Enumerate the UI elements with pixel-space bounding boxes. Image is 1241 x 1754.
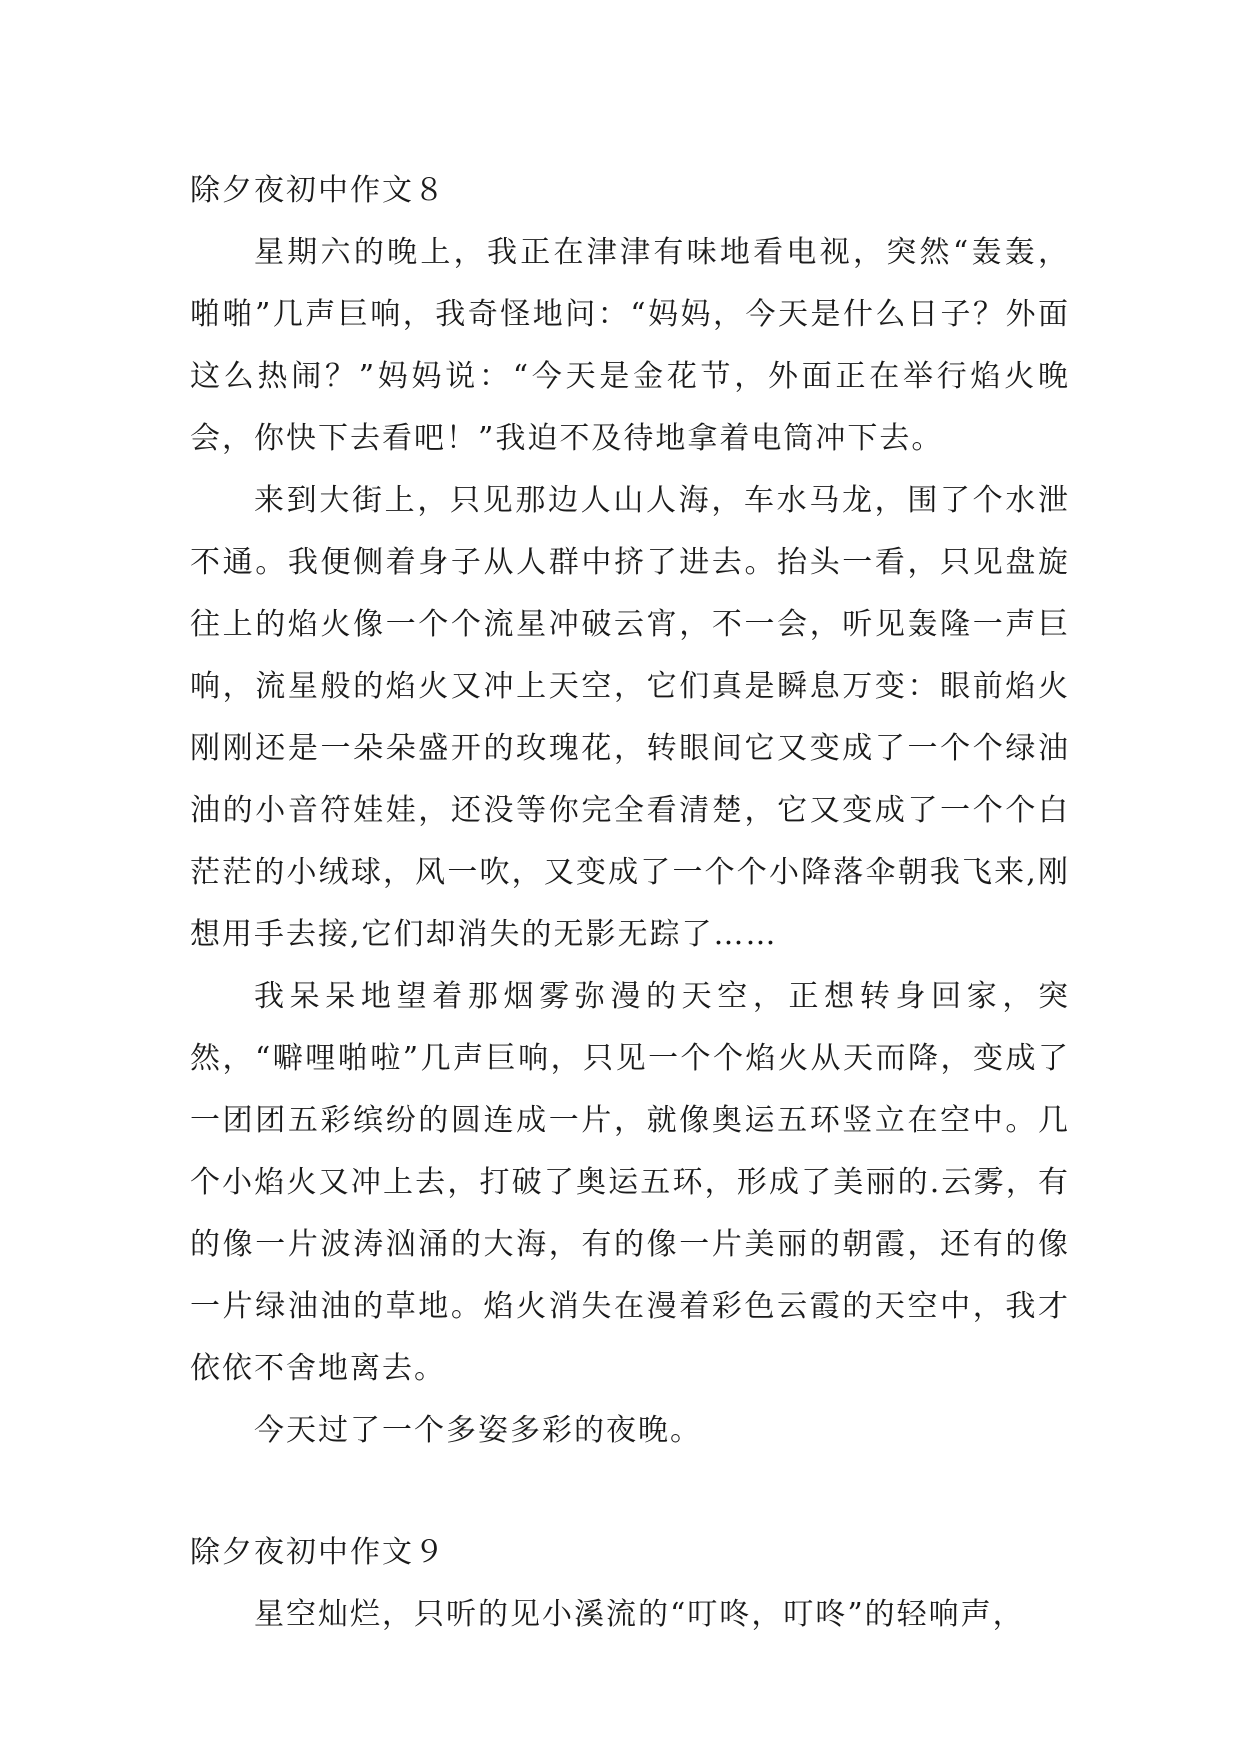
section-spacer	[190, 1462, 1070, 1522]
section-title-8: 除夕夜初中作文８	[190, 173, 446, 208]
paragraph: 来到大街上，只见那边人山人海，车水马龙，围了个水泄不通。我便侧着身子从人群中挤了进去。抬头一看，只见盘旋往上的焰火像一个个流星冲破云宵，不一会，听见轰隆一声巨响，流星般的焰火又冲上天空，它们真是瞬息万变：眼前焰火刚刚还是一朵朵盛开的玫瑰花，转眼间它又变成了一个个绿油油的小音符娃娃，还没等你完全看清楚，它又变成了一个个白茫茫的小绒球，风一吹，又变成了一个个小降落伞朝我飞来,刚想用手去接,它们却消失的无影无踪了……	[190, 483, 1070, 952]
paragraph: 我呆呆地望着那烟雾弥漫的天空，正想转身回家，突然，“噼哩啪啦”几声巨响，只见一个个焰火从天而降，变成了一团团五彩缤纷的圆连成一片，就像奥运五环竖立在空中。几个小焰火又冲上去，打破了奥运五环，形成了美丽的.云雾，有的像一片波涛汹涌的大海，有的像一片美丽的朝霞，还有的像一片绿油油的草地。焰火消失在漫着彩色云霞的天空中，我才依依不舍地离去。	[190, 979, 1070, 1386]
paragraph: 星空灿烂，只听的见小溪流的“叮咚，叮咚”的轻响声，	[254, 1597, 1025, 1632]
paragraph: 星期六的晚上，我正在津津有味地看电视，突然“轰轰，啪啪”几声巨响，我奇怪地问：“妈妈，今天是什么日子？外面这么热闹？”妈妈说：“今天是金花节，外面正在举行焰火晚会，你快下去看吧！”我迫不及待地拿着电筒冲下去。	[190, 235, 1070, 456]
section-title-9: 除夕夜初中作文９	[190, 1535, 446, 1570]
paragraph: 今天过了一个多姿多彩的夜晚。	[254, 1413, 702, 1448]
document-page	[190, 160, 1070, 1646]
